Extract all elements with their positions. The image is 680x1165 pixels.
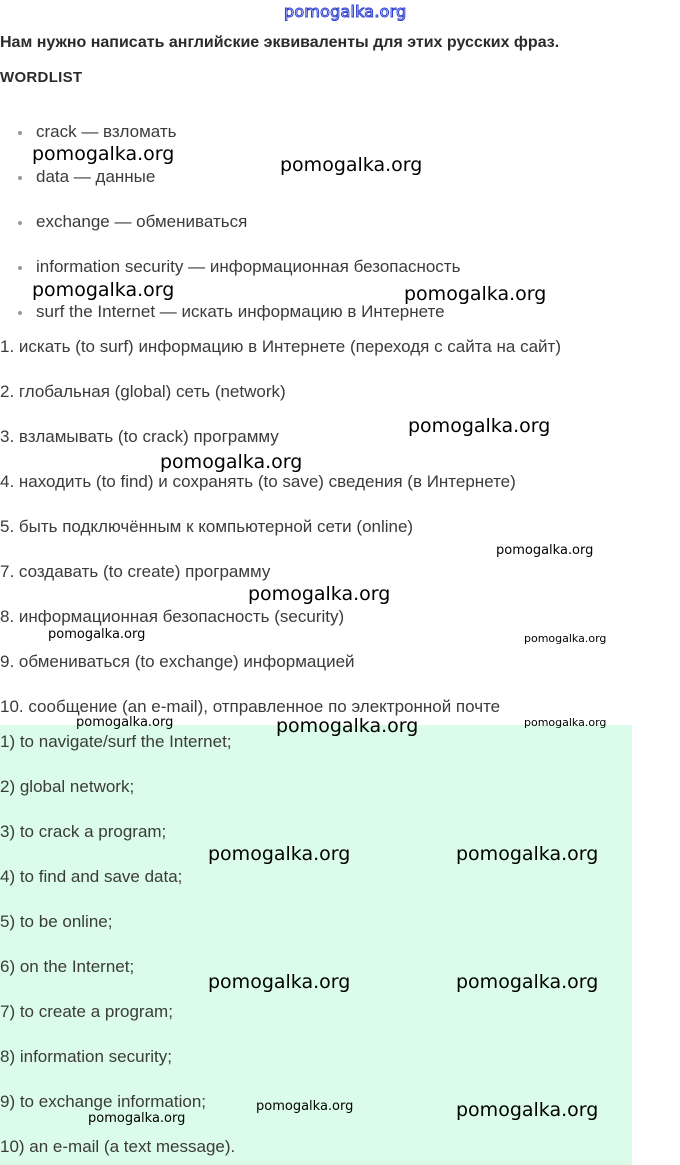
- wordlist-item: [36, 302, 445, 322]
- wordlist-item-text: information security — информационная безопасность: [36, 257, 461, 276]
- answer-item: 10) an e-mail (a text message).: [0, 1137, 236, 1156]
- watermark: pomogalka.org: [32, 279, 175, 301]
- wordlist-item-text: surf the Internet — искать информацию в Интернете: [36, 302, 445, 321]
- watermark: pomogalka.org: [456, 843, 599, 865]
- bullet-icon: [18, 266, 22, 270]
- watermark: pomogalka.org: [524, 716, 607, 729]
- task-item: 4. находить (to find) и сохранять (to save) сведения (в Интернете): [0, 472, 516, 491]
- task-item: 10. сообщение (an e-mail), отправленное по электронной почте: [0, 697, 501, 716]
- task-item: 3. взламывать (to crack) программу: [0, 427, 279, 446]
- wordlist-item: [36, 167, 155, 187]
- watermark: pomogalka.org: [48, 627, 146, 642]
- bullet-icon: [18, 176, 22, 180]
- watermark: pomogalka.org: [208, 971, 351, 993]
- watermark: pomogalka.org: [456, 1099, 599, 1121]
- bullet-icon: [18, 311, 22, 315]
- watermark: pomogalka.org: [88, 1111, 186, 1126]
- page-heading: Нам нужно написать английские эквиваленты для этих русских фраз.: [0, 34, 560, 51]
- wordlist-item: [36, 257, 460, 277]
- task-item: 8. информационная безопасность (security): [0, 607, 345, 626]
- answer-item: 9) to exchange information;: [0, 1092, 207, 1111]
- watermark: pomogalka.org: [76, 715, 174, 730]
- answer-item: 6) on the Internet;: [0, 957, 135, 976]
- answer-item: 2) global network;: [0, 777, 135, 796]
- site-logo[interactable]: pomogalka.org: [284, 2, 407, 21]
- watermark: pomogalka.org: [32, 143, 175, 165]
- watermark: pomogalka.org: [208, 843, 351, 865]
- watermark: pomogalka.org: [276, 715, 419, 737]
- answer-item: 8) information security;: [0, 1047, 172, 1066]
- watermark: pomogalka.org: [280, 154, 423, 176]
- watermark: pomogalka.org: [256, 1099, 354, 1114]
- answer-item: 7) to create a program;: [0, 1002, 173, 1021]
- wordlist-item: [36, 212, 247, 232]
- task-item: 5. быть подключённым к компьютерной сети (online): [0, 517, 414, 536]
- watermark: pomogalka.org: [524, 632, 607, 645]
- watermark: pomogalka.org: [248, 583, 391, 605]
- watermark: pomogalka.org: [496, 543, 594, 558]
- wordlist-item: [36, 122, 176, 142]
- answer-item: 3) to crack a program;: [0, 822, 167, 841]
- bullet-icon: [18, 221, 22, 225]
- wordlist-item-text: data — данные: [36, 167, 156, 186]
- wordlist-item-text: exchange — обмениваться: [36, 212, 248, 231]
- task-item: 1. искать (to surf) информацию в Интернете (переходя с сайта на сайт): [0, 337, 561, 356]
- wordlist-item-text: crack — взломать: [36, 122, 177, 141]
- watermark: pomogalka.org: [404, 283, 547, 305]
- answer-item: 5) to be online;: [0, 912, 113, 931]
- task-item: 2. глобальная (global) сеть (network): [0, 382, 286, 401]
- task-item: 7. создавать (to create) программу: [0, 562, 271, 581]
- bullet-icon: [18, 131, 22, 135]
- watermark: pomogalka.org: [160, 451, 303, 473]
- watermark: pomogalka.org: [408, 415, 551, 437]
- watermark: pomogalka.org: [456, 971, 599, 993]
- wordlist-heading: WORDLIST: [0, 69, 83, 86]
- task-item: 9. обмениваться (to exchange) информацией: [0, 652, 355, 671]
- answer-item: 4) to find and save data;: [0, 867, 183, 886]
- answer-item: 1) to navigate/surf the Internet;: [0, 732, 232, 751]
